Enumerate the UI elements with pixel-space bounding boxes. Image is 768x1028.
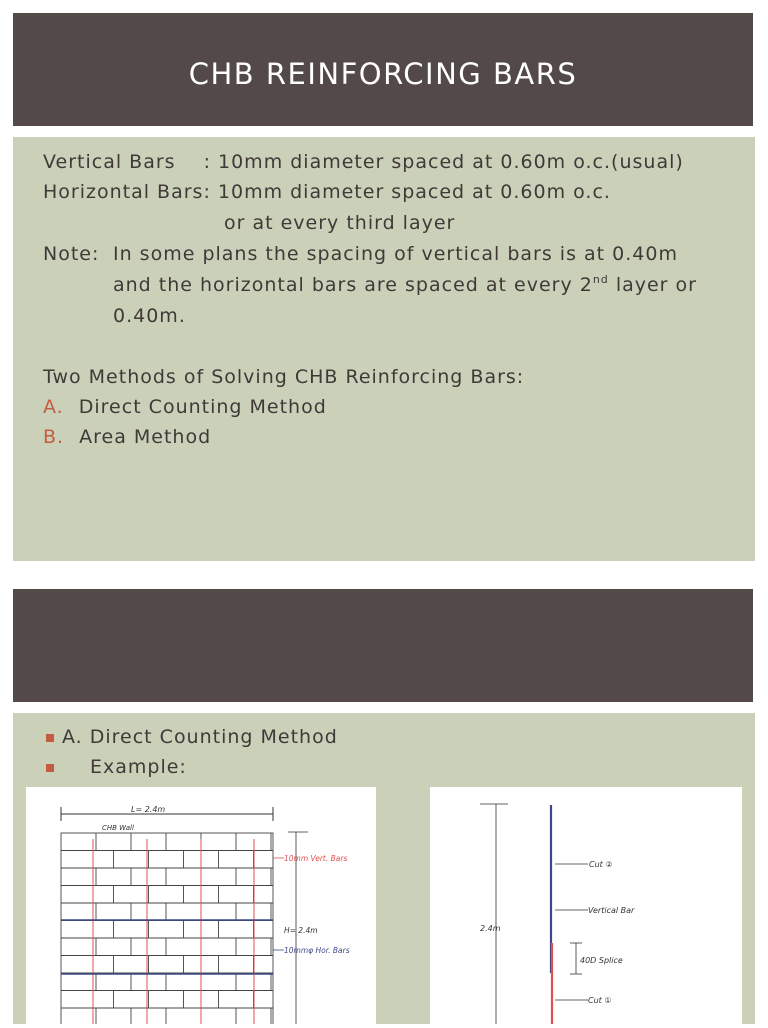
bullet-square-icon <box>46 764 54 772</box>
vertical-bar-figure <box>430 787 742 1024</box>
note-line-2 <box>113 274 697 296</box>
method-b-marker: B. <box>43 426 65 448</box>
vertical-bars-text: : 10mm diameter spaced at 0.60m o.c.(usual) <box>203 151 684 173</box>
note-line-2-start: and the horizontal bars are spaced at every 2 <box>113 274 593 296</box>
bullet-direct-counting: A. Direct Counting Method <box>62 726 338 748</box>
vertical-bar-label: Vertical Bar <box>588 906 635 915</box>
methods-heading: Two Methods of Solving CHB Reinforcing Bars: <box>43 366 525 388</box>
note-label: Note: <box>43 243 100 265</box>
note-line-1: In some plans the spacing of vertical bars is at 0.40m <box>113 243 678 265</box>
bullet-example: Example: <box>90 756 187 778</box>
height-label: H= 2.4m <box>284 926 318 935</box>
splice-label: 40D Splice <box>580 956 623 965</box>
vertical-rebars <box>93 839 254 1024</box>
note-line-2-end: layer or <box>608 274 697 296</box>
slide1-title: CHB REINFORCING BARS <box>188 57 578 91</box>
slide2-title-banner <box>13 589 753 702</box>
length-label: L= 2.4m <box>131 805 166 814</box>
horizontal-bars-line <box>43 181 611 203</box>
horizontal-bars-label: Horizontal Bars: <box>43 181 211 203</box>
vertical-bar-drawing <box>430 787 742 1024</box>
slide1-title-banner <box>13 13 753 126</box>
method-item-b <box>43 426 211 448</box>
vertical-bars-label: Vertical Bars <box>43 151 176 173</box>
bullet-square-icon <box>46 734 54 742</box>
horizontal-bars-text: 10mm diameter spaced at 0.60m o.c. <box>217 181 611 203</box>
method-b-label: Area Method <box>79 426 212 448</box>
chb-wall-label: CHB Wall <box>102 824 134 832</box>
vert-bars-label: 10mm Vert. Bars <box>284 854 348 863</box>
method-a-label: Direct Counting Method <box>78 396 327 418</box>
cut-2-label: Cut ② <box>589 860 613 869</box>
chb-wall-drawing <box>26 787 376 1024</box>
note-line-3: 0.40m. <box>113 305 186 327</box>
bar-height-label: 2.4m <box>480 924 501 933</box>
vertical-bars-line <box>43 151 684 173</box>
chb-wall-figure <box>26 787 376 1024</box>
cut-1-label: Cut ① <box>588 996 612 1005</box>
horizontal-bars-continuation: or at every third layer <box>224 212 456 234</box>
hor-bars-label: 10mmφ Hor. Bars <box>284 946 350 955</box>
method-a-marker: A. <box>43 396 64 418</box>
slide1-content-panel <box>13 137 755 561</box>
note-line-2-superscript: nd <box>592 273 609 286</box>
method-item-a <box>43 396 327 418</box>
